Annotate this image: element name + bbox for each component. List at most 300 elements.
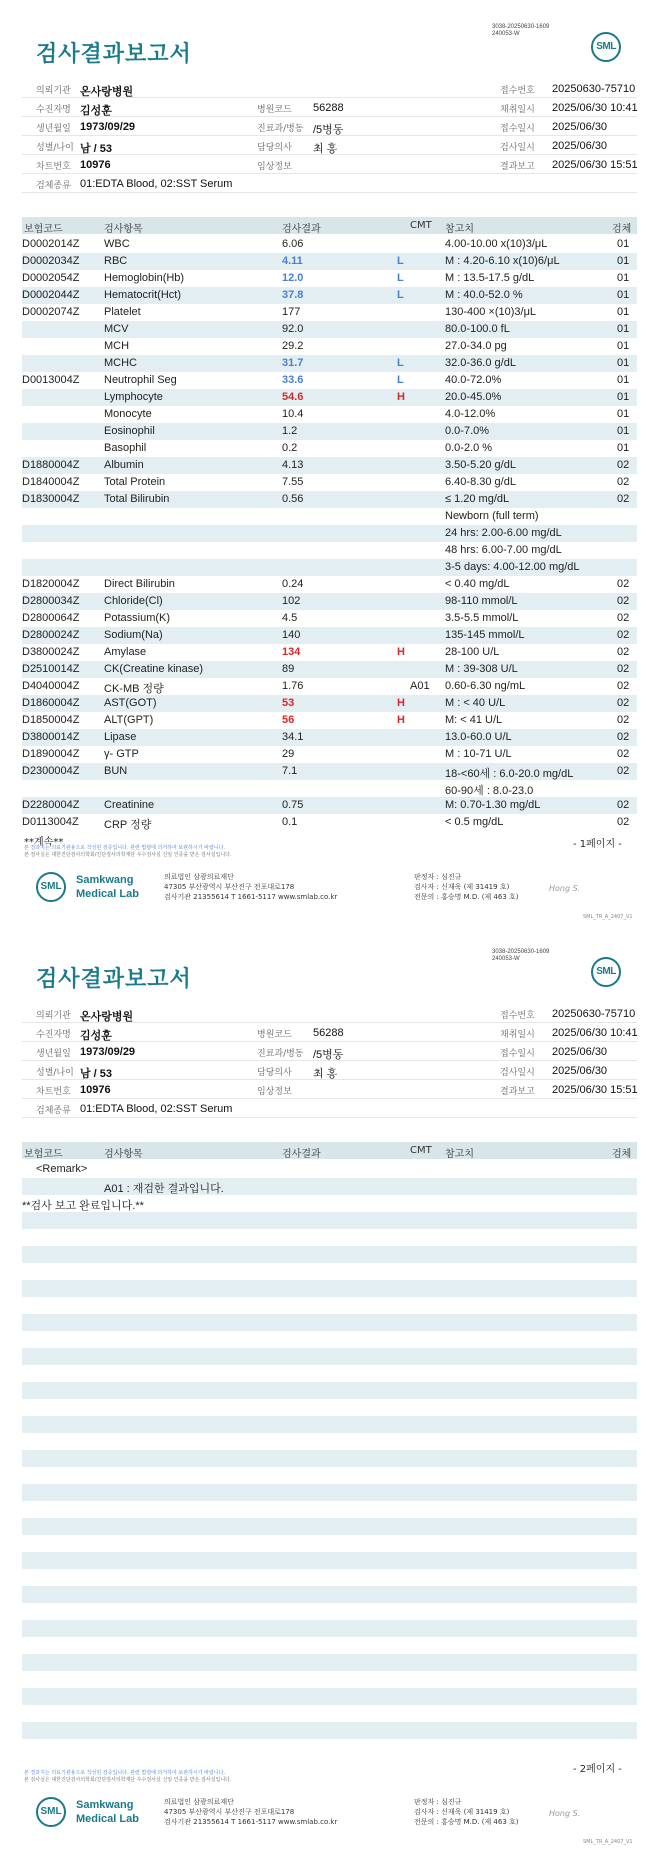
director: 판정자 : 심진규 [414,1798,462,1806]
cell-ref: 3.50-5.20 g/dL [445,459,516,471]
form-number: SML_TR_A_2407_V1 [583,1839,633,1845]
cell-ref: 135-145 mmol/L [445,629,525,641]
table-row [22,253,637,270]
collect-date-value: 2025/06/30 10:41 [552,1027,638,1039]
lab-staff [414,1797,519,1827]
table-row [22,746,637,763]
info-row [22,1099,637,1118]
cell-code: D3800014Z [22,731,80,743]
cell-spec: 02 [617,493,630,505]
header-result: 검사결과 [282,224,321,235]
table-row [22,678,637,695]
sml-logo [591,957,621,987]
table-row [22,321,637,338]
cell-code: D1840004Z [22,476,80,488]
cell-spec: 01 [617,408,630,420]
info-row [22,174,637,193]
hospital-code-value: 56288 [313,102,344,114]
table-row [22,814,637,831]
document-id [492,949,549,963]
table-row [22,389,637,406]
cell-name: ALT(GPT) [104,714,154,726]
doctor-value: 최 홍 [313,143,338,155]
table-row [22,491,637,508]
sex-age-value: 남 / 53 [80,1068,113,1080]
cell-ref: 0.0-7.0% [445,425,490,437]
name-value: 김성훈 [80,1030,112,1042]
receipt-date-value: 2025/06/30 [552,1046,608,1058]
table-row [22,304,637,321]
cell-name: AST(GOT) [104,697,157,709]
logo-text: SML [40,881,62,892]
doctor-label: 담당의사 [257,143,292,153]
cell-spec: 02 [617,731,630,743]
cell-name: Eosinophil [104,425,155,437]
cell-result: 0.56 [282,493,304,505]
sml-logo [591,32,621,62]
empty-row [22,1722,637,1739]
cell-code: D0013004Z [22,374,80,386]
cell-code: D0002014Z [22,238,80,250]
cell-code: D1830004Z [22,493,80,505]
table-row [22,627,637,644]
cell-result: 134 [282,646,301,658]
dept-value: /5병동 [313,124,344,136]
cell-result: 7.55 [282,476,304,488]
table-row [22,797,637,814]
table-row [22,780,637,797]
signature: Hong S. [549,884,581,893]
cell-spec: 02 [617,697,630,709]
cell-flag: L [397,272,404,284]
header-code: 보험코드 [24,1149,63,1160]
cell-spec: 02 [617,799,630,811]
report-title: 검사결과보고서 [36,42,192,67]
empty-row [22,1654,637,1671]
header-cmt: CMT [410,1145,432,1156]
lab-address [164,1797,337,1827]
empty-row [22,1552,637,1569]
empty-row [22,1603,637,1620]
receipt-no-label: 접수번호 [500,1011,535,1021]
logo-text: SML [40,1806,62,1817]
disclaimer [24,1770,232,1784]
completion-row [22,1195,637,1212]
empty-row [22,1535,637,1552]
sex-age-label: 성별/나이 [36,1068,74,1078]
dept-label: 진료과/병동 [257,124,304,134]
cell-spec: 02 [617,459,630,471]
cell-spec: 02 [617,578,630,590]
cell-result: 102 [282,595,301,607]
cell-code: D2300004Z [22,765,80,777]
cell-ref: 13.0-60.0 U/L [445,731,512,743]
cell-spec: 01 [617,289,630,301]
results-table-body [22,236,637,831]
dept-label: 진료과/병동 [257,1049,304,1059]
cell-spec: 01 [617,323,630,335]
table-row [22,525,637,542]
disclaimer [24,845,232,859]
cell-ref: M: 0.70-1.30 mg/dL [445,799,541,811]
cell-name: Basophil [104,442,147,454]
cell-ref: 24 hrs: 2.00-6.00 mg/dL [445,527,562,539]
cell-ref: M : 39-308 U/L [445,663,518,675]
cell-result: 140 [282,629,301,641]
remark-text: A01 : 재검한 결과입니다. [104,1183,224,1195]
cell-spec: 02 [617,748,630,760]
dept-value: /5병동 [313,1049,344,1061]
cell-name: Total Bilirubin [104,493,170,505]
institution-label: 의뢰기관 [36,86,71,96]
lab-org: 의료법인 삼광의료재단 [164,1798,234,1806]
cell-result: 0.75 [282,799,304,811]
cell-flag: L [397,289,404,301]
cell-ref: M : 13.5-17.5 g/dL [445,272,535,284]
cell-name: Hemoglobin(Hb) [104,272,185,284]
cell-spec: 01 [617,255,630,267]
cell-result: 54.6 [282,391,304,403]
page-number: - 2페이지 - [573,1764,622,1775]
cell-ref: 3.5-5.5 mmol/L [445,612,519,624]
table-row [22,763,637,780]
cell-result: 12.0 [282,272,304,284]
header-ref: 참고치 [445,1149,474,1160]
specimen-value: 01:EDTA Blood, 02:SST Serum [80,178,233,190]
institution-value: 온사랑병원 [80,1011,134,1023]
cell-ref: < 0.40 mg/dL [445,578,510,590]
cell-result: 29 [282,748,295,760]
cell-flag: L [397,374,404,386]
cell-result: 56 [282,714,295,726]
cell-result: 53 [282,697,295,709]
cell-spec: 01 [617,306,630,318]
info-row [22,1080,637,1099]
cell-name: Neutrophil Seg [104,374,177,386]
clinical-info-label: 임상정보 [257,1087,292,1097]
empty-row [22,1416,637,1433]
header-spec: 검체 [612,1149,632,1160]
empty-row [22,1382,637,1399]
completion-note: **검사 보고 완료입니다.** [22,1200,144,1212]
cell-spec: 01 [617,425,630,437]
birth-label: 생년월일 [36,124,71,134]
lab-org: 의료법인 삼광의료재단 [164,873,234,881]
footer [36,1795,636,1840]
table-row [22,729,637,746]
specimen-label: 검체종류 [36,1106,71,1116]
sex-age-value: 남 / 53 [80,143,113,155]
cell-ref: 28-100 U/L [445,646,500,658]
table-row [22,457,637,474]
table-row [22,440,637,457]
test-date-label: 검사일시 [500,143,535,153]
cell-spec: 02 [617,595,630,607]
cell-name: CRP 정량 [104,819,152,831]
sex-age-label: 성별/나이 [36,143,74,153]
cell-ref: 18-<60세 : 6.0-20.0 mg/dL [445,768,574,780]
table-row [22,559,637,576]
cell-result: 92.0 [282,323,304,335]
institution-label: 의뢰기관 [36,1011,71,1021]
cell-name: Monocyte [104,408,152,420]
cell-flag: H [397,646,405,658]
cell-result: 0.2 [282,442,298,454]
cell-code: D1820004Z [22,578,80,590]
cell-ref: M: < 41 U/L [445,714,503,726]
cell-code: D0113004Z [22,816,79,828]
cell-result: 4.5 [282,612,298,624]
cell-name: Creatinine [104,799,155,811]
cell-spec: 02 [617,476,630,488]
cell-result: 37.8 [282,289,304,301]
sml-logo [36,1797,66,1827]
cell-ref: 98-110 mmol/L [445,595,518,607]
table-row [22,712,637,729]
lab-contact: 검사기관 21355614 T 1661-5117 www.smlab.co.kr [164,893,338,901]
cell-flag: H [397,714,405,726]
remark-section [22,1161,637,1739]
info-row [22,1023,637,1042]
empty-row [22,1263,637,1280]
cell-ref: 48 hrs: 6.00-7.00 mg/dL [445,544,562,556]
cell-result: 6.06 [282,238,304,250]
receipt-no-value: 20250630-75710 [552,1008,636,1020]
doctor-value: 최 홍 [313,1068,338,1080]
info-row [22,1061,637,1080]
footer [36,870,636,915]
table-row [22,593,637,610]
cell-result: 0.1 [282,816,298,828]
collect-date-value: 2025/06/30 10:41 [552,102,638,114]
cell-name: Chloride(Cl) [104,595,163,607]
table-row [22,406,637,423]
report-date-value: 2025/06/30 15:51 [552,1084,638,1096]
cell-spec: 02 [617,816,630,828]
table-row [22,474,637,491]
cell-result: 7.1 [282,765,298,777]
cell-result: 0.24 [282,578,304,590]
receipt-date-value: 2025/06/30 [552,121,608,133]
cell-ref: 0.0-2.0 % [445,442,493,454]
cell-ref: ≤ 1.20 mg/dL [445,493,510,505]
empty-row [22,1586,637,1603]
cell-name: Albumin [104,459,144,471]
cell-spec: 02 [617,629,630,641]
cell-code: D1880004Z [22,459,80,471]
cell-name: RBC [104,255,128,267]
remark-label: <Remark> [36,1163,88,1175]
cell-ref: 80.0-100.0 fL [445,323,510,335]
cell-result: 29.2 [282,340,304,352]
sml-logo [36,872,66,902]
table-row [22,372,637,389]
header-result: 검사결과 [282,1149,321,1160]
clinical-info-label: 임상정보 [257,162,292,172]
collect-date-label: 채취일시 [500,1030,535,1040]
director: 판정자 : 심진규 [414,873,462,881]
cell-result: 31.7 [282,357,304,369]
cell-result: 1.76 [282,680,304,692]
cell-ref: 20.0-45.0% [445,391,502,403]
lab-staff [414,872,519,902]
info-row [22,1042,637,1061]
empty-row [22,1331,637,1348]
cell-result: 4.13 [282,459,304,471]
cell-name: Hematocrit(Hct) [104,289,182,301]
hospital-code-label: 병원코드 [257,105,292,115]
form-number: SML_TR_A_2407_V1 [583,914,633,920]
empty-row [22,1569,637,1586]
hospital-code-label: 병원코드 [257,1030,292,1040]
test-date-label: 검사일시 [500,1068,535,1078]
cell-spec: 02 [617,714,630,726]
name-value: 김성훈 [80,105,112,117]
cell-result: 1.2 [282,425,298,437]
lab-address [164,872,337,902]
report-page-2 [0,925,655,1850]
cell-flag: H [397,391,405,403]
header-name: 검사항목 [104,224,143,235]
table-row [22,644,637,661]
cell-ref: M : 10-71 U/L [445,748,512,760]
table-row [22,270,637,287]
empty-row [22,1348,637,1365]
cell-name: Sodium(Na) [104,629,163,641]
empty-row [22,1637,637,1654]
report-title: 검사결과보고서 [36,967,192,992]
cell-name: MCV [104,323,129,335]
cell-ref: 32.0-36.0 g/dL [445,357,516,369]
cell-name: MCH [104,340,130,352]
cell-ref: < 0.5 mg/dL [445,816,504,828]
empty-row [22,1467,637,1484]
cell-result: 10.4 [282,408,304,420]
chart-no-value: 10976 [80,159,111,171]
empty-row [22,1705,637,1722]
cell-result: 89 [282,663,295,675]
cell-spec: 01 [617,238,630,250]
empty-row [22,1246,637,1263]
empty-row [22,1620,637,1637]
disclaimer-line1: 본 결과지는 의료기관용으로 작성된 검증입니다. 관련 법령에 의거하여 보관하시기 바랍니다. [24,1770,226,1776]
cell-ref: Newborn (full term) [445,510,539,522]
cell-code: D0002054Z [22,272,80,284]
specialist: 전문의 : 홍승명 M.D. (제 463 호) [414,893,519,901]
empty-row [22,1399,637,1416]
header-cmt: CMT [410,220,432,231]
signature: Hong S. [549,1809,581,1818]
cell-ref: 40.0-72.0% [445,374,502,386]
info-row [22,79,637,98]
cell-spec: 02 [617,612,630,624]
cell-code: D2800064Z [22,612,80,624]
info-row [22,117,637,136]
cell-ref: 0.60-6.30 ng/mL [445,680,526,692]
cell-ref: M : 40.0-52.0 % [445,289,523,301]
cell-ref: 4.00-10.00 x(10)3/μL [445,238,548,250]
empty-row [22,1212,637,1229]
cell-cmt: A01 [410,680,430,692]
info-row [22,1004,637,1023]
cell-name: Potassium(K) [104,612,171,624]
header-name: 검사항목 [104,1149,143,1160]
cell-name: γ- GTP [104,748,139,760]
cell-ref: 60-90세 : 8.0-23.0 [445,785,534,797]
empty-row [22,1484,637,1501]
cell-flag: L [397,357,404,369]
tester: 검사자 : 신재욱 (제 31419 호) [414,1808,510,1816]
table-row [22,695,637,712]
cell-name: Amylase [104,646,147,658]
cell-spec: 02 [617,663,630,675]
empty-row [22,1365,637,1382]
name-label: 수진자명 [36,1030,71,1040]
empty-row [22,1280,637,1297]
tester: 검사자 : 신재욱 (제 31419 호) [414,883,510,891]
cell-result: 33.6 [282,374,304,386]
table-row [22,542,637,559]
lab-contact: 검사기관 21355614 T 1661-5117 www.smlab.co.kr [164,1818,338,1826]
lab-address-line: 47305 부산광역시 부산진구 전포대로178 [164,883,295,891]
document-id-line1: 3038-20250630-1609 [492,24,550,30]
document-id-line1: 3038-20250630-1609 [492,949,550,955]
cell-code: D1850004Z [22,714,80,726]
cell-code: D2800024Z [22,629,80,641]
birth-label: 생년월일 [36,1049,71,1059]
name-label: 수진자명 [36,105,71,115]
document-id-line2: 240053-W [492,31,520,37]
specialist: 전문의 : 홍승명 M.D. (제 463 호) [414,1818,519,1826]
cell-ref: 130-400 ×(10)3/μL [445,306,537,318]
cell-name: Total Protein [104,476,166,488]
cell-spec: 01 [617,374,630,386]
birth-value: 1973/09/29 [80,1046,136,1058]
info-row [22,136,637,155]
empty-row [22,1297,637,1314]
continued-note: **계속** [24,837,64,848]
disclaimer-line2: 본 검사실은 대한진단검사의학회/진단검사의학재단 우수검사실 신임 인증을 받은 검사실입니다. [24,1777,232,1783]
cell-code: D0002074Z [22,306,80,318]
empty-row [22,1314,637,1331]
specimen-label: 검체종류 [36,181,71,191]
report-date-label: 결과보고 [500,162,535,172]
cell-name: Lipase [104,731,137,743]
remark-label-row [22,1161,637,1178]
results-table-header [22,217,637,234]
patient-info [22,1004,637,1118]
cell-code: D3800024Z [22,646,80,658]
cell-code: D2280004Z [22,799,80,811]
birth-value: 1973/09/29 [80,121,136,133]
disclaimer-line2: 본 검사실은 대한진단검사의학회/진단검사의학재단 우수검사실 신임 인증을 받은 검사실입니다. [24,852,232,858]
table-row [22,610,637,627]
cell-spec: 02 [617,765,630,777]
report-date-value: 2025/06/30 15:51 [552,159,638,171]
cell-result: 34.1 [282,731,304,743]
cell-spec: 01 [617,272,630,284]
cell-name: Platelet [104,306,141,318]
receipt-no-label: 접수번호 [500,86,535,96]
cell-code: D1890004Z [22,748,80,760]
cell-result: 4.11 [282,255,303,267]
document-id [492,24,549,38]
table-row [22,287,637,304]
empty-row [22,1518,637,1535]
table-row [22,355,637,372]
empty-row [22,1688,637,1705]
results-table-header [22,1142,637,1159]
